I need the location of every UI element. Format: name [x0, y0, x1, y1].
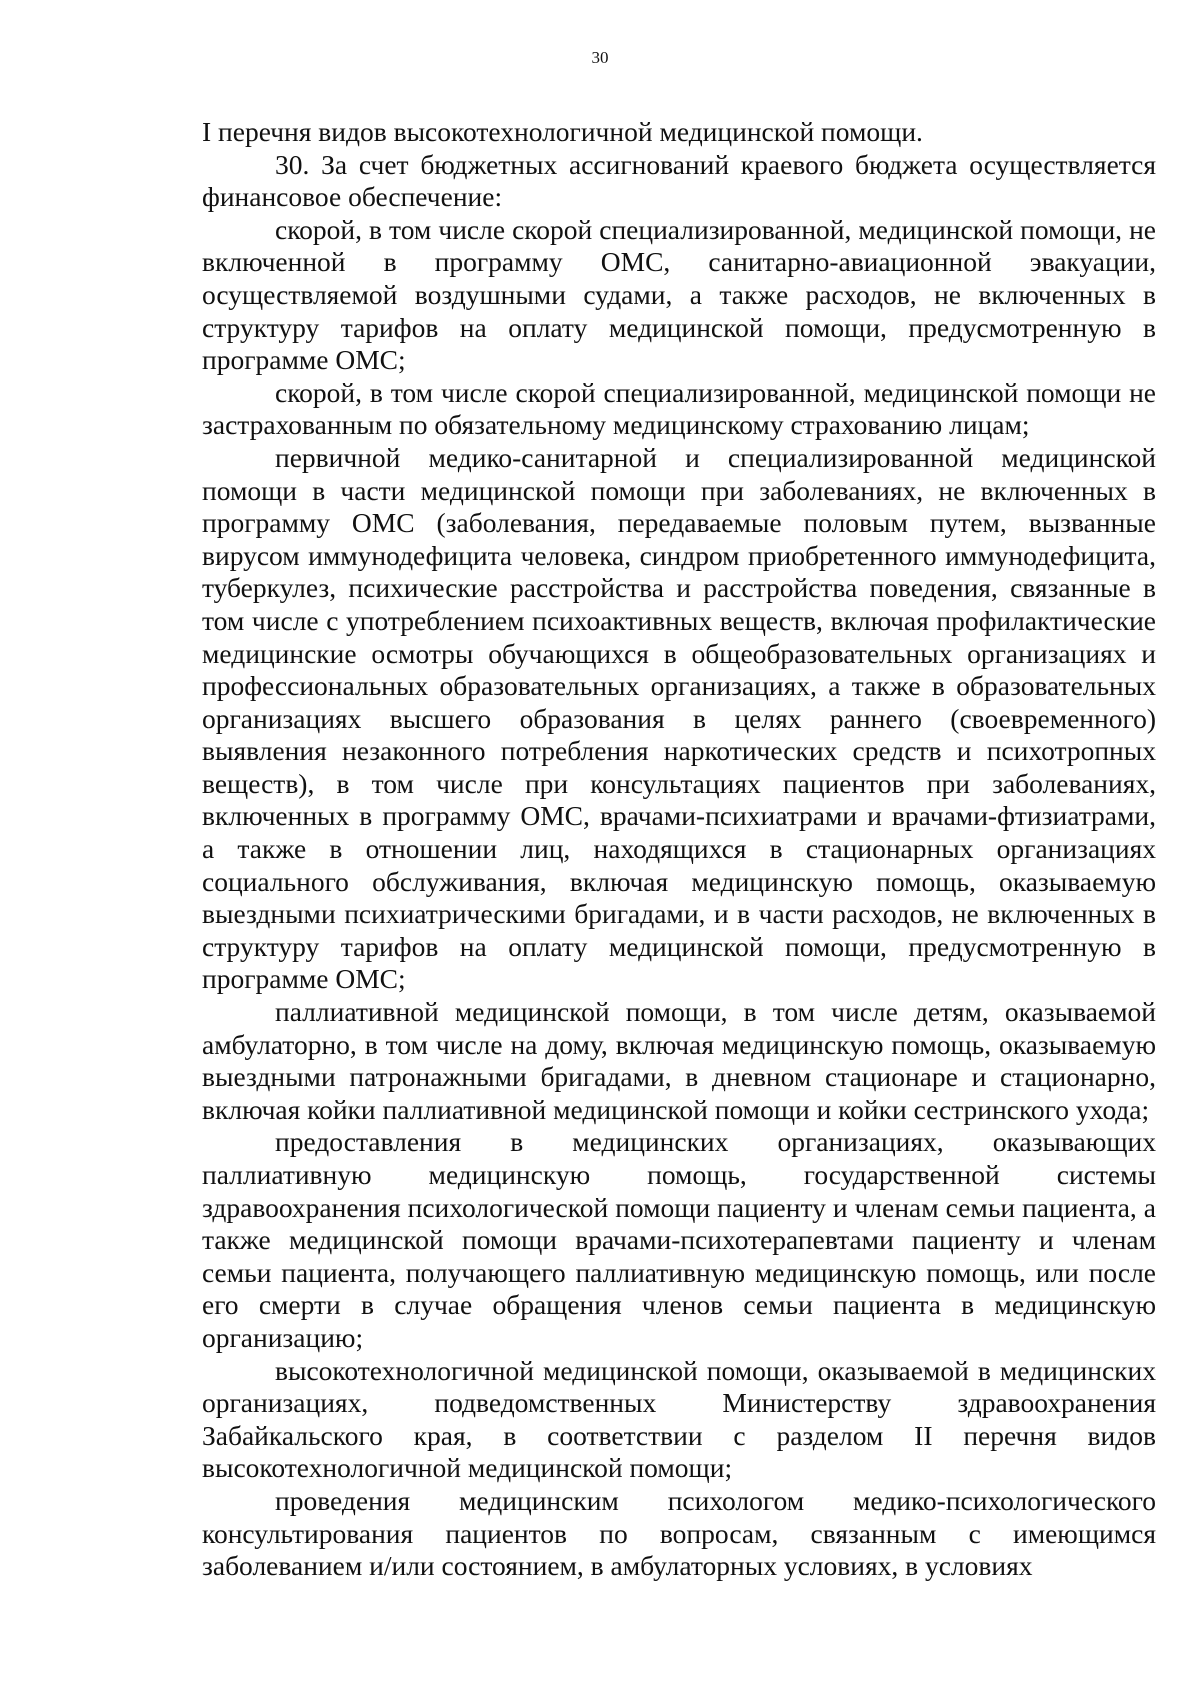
paragraph-primary-specialized-care: первичной медико-санитарной и специализированной медицинской помощи в части медицинской помощи при заболеваниях, не включенных в программу ОМС (заболевания, передаваемые половым путем, вызванные вирусом иммунодефицита человека, синдром приобретенного иммунодефицита, туберкулез, психические расстройства и расстройства поведения, связанные в том числе с употреблением психоактивных веществ, включая профилактические медицинские осмотры обучающихся в общеобразовательных организациях и профессиональных образовательных организациях, а также в образовательных организациях высшего образования в целях раннего (своевременного) выявления незаконного потребления наркотических средств и психотропных веществ), в том числе при консультациях пациентов при заболеваниях, включенных в программу ОМС, врачами-психиатрами и врачами-фтизиатрами, а также в отношении лиц, находящихся в стационарных организациях социального обслуживания, включая медицинскую помощь, оказываемую выездными психиатрическими бригадами, и в части расходов, не включенных в структуру тарифов на оплату медицинской помощи, предусмотренную в программе ОМС; [202, 441, 1156, 995]
paragraph-item-30: 30. За счет бюджетных ассигнований краевого бюджета осуществляется финансовое обеспечение: [202, 148, 1156, 213]
paragraph-high-tech-care: высокотехнологичной медицинской помощи, оказываемой в медицинских организациях, подведомственных Министерству здравоохранения Забайкальского края, в соответствии с разделом II перечня видов высокотехнологичной медицинской помощи; [202, 1354, 1156, 1484]
paragraph-psychologist-consulting: проведения медицинским психологом медико-психологического консультирования пациентов по вопросам, связанным с имеющимся заболеванием и/или состоянием, в амбулаторных условиях, в условиях [202, 1484, 1156, 1582]
paragraph-palliative-care: паллиативной медицинской помощи, в том числе детям, оказываемой амбулаторно, в том числе на дому, включая медицинскую помощь, оказываемую выездными патронажными бригадами, в дневном стационаре и стационарно, включая койки паллиативной медицинской помощи и койки сестринского ухода; [202, 996, 1156, 1125]
page-number: 30 [591, 48, 609, 67]
paragraph-uninsured-emergency-care: скорой, в том числе скорой специализированной, медицинской помощи не застрахованным по обязательному медицинскому страхованию лицам; [202, 376, 1156, 441]
paragraph-psychological-help: предоставления в медицинских организациях, оказывающих паллиативную медицинскую помощь, государственной системы здравоохранения психологической помощи пациенту и членам семьи пациента, а также медицинской помощи врачами-психотерапевтами пациенту и членам семьи пациента, получающего паллиативную медицинскую помощь, или после его смерти в случае обращения членов семьи пациента в медицинскую организацию; [202, 1126, 1156, 1353]
paragraph-continuation: I перечня видов высокотехнологичной медицинской помощи. [202, 116, 923, 147]
paragraph-emergency-care: скорой, в том числе скорой специализированной, медицинской помощи, не включенной в программу ОМС, санитарно-авиационной эвакуации, осуществляемой воздушными судами, а также расходов, не включенных в структуру тарифов на оплату медицинской помощи, предусмотренную в программе ОМС; [202, 213, 1156, 376]
document-body [202, 116, 1156, 1583]
